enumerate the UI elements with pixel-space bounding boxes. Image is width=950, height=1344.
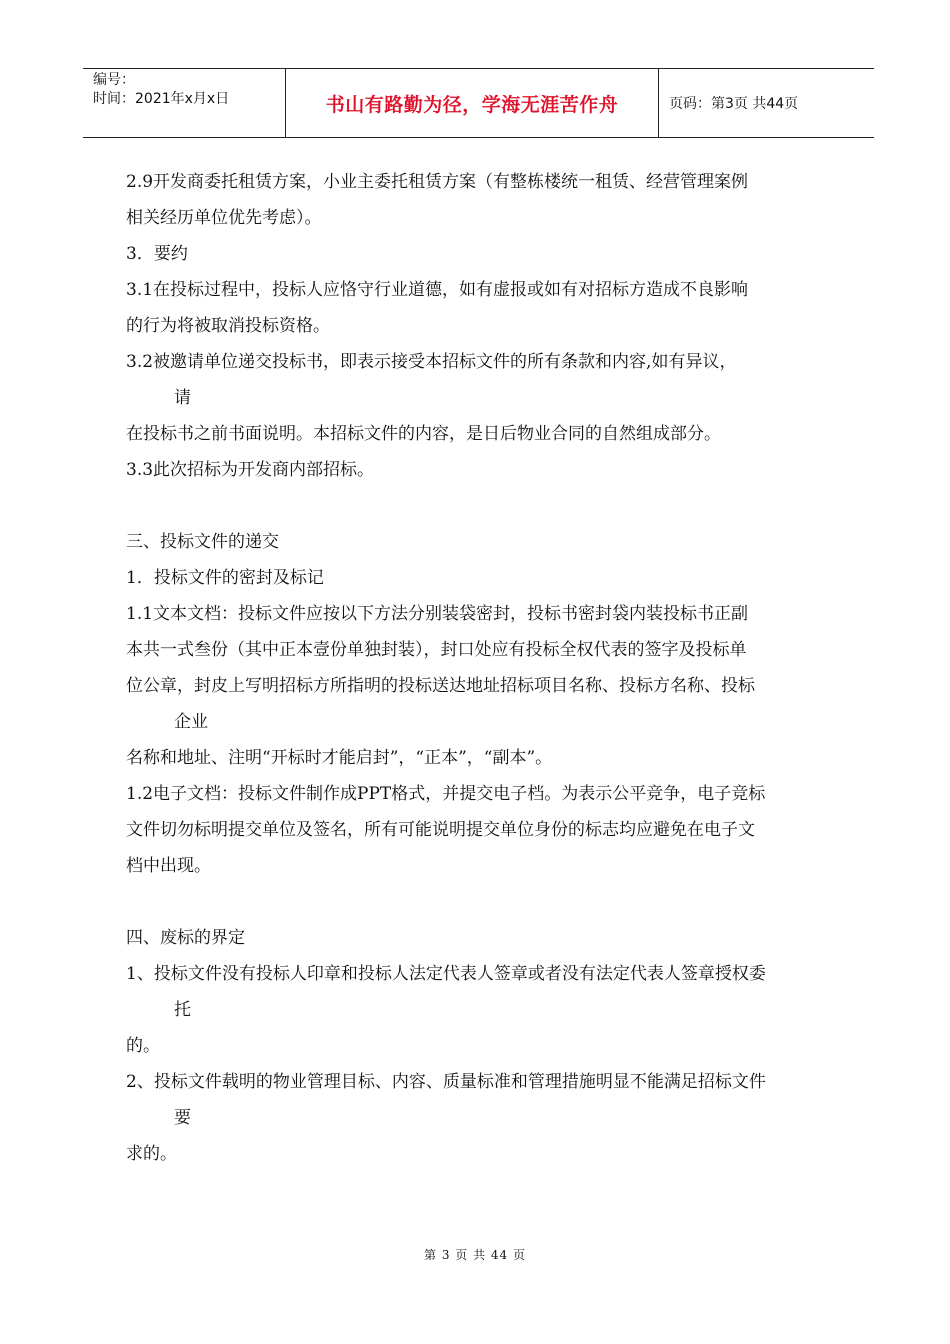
document-number-label: 编号： [93,72,135,88]
header-page-info: 页码：第3页 共44页 [669,96,799,112]
paragraph-line: 位公章，封皮上写明招标方所指明的投标送达地址招标项目名称、投标方名称、投标 [126,676,755,696]
paragraph-line: 本共一式叁份（其中正本壹份单独封装），封口处应有投标全权代表的签字及投标单 [126,640,747,660]
header-motto-cell [285,69,659,137]
header-meta [83,69,285,137]
paragraph-line: 企业 [174,712,208,732]
paragraph-line: 3.2被邀请单位递交投标书，即表示接受本招标文件的所有条款和内容,如有异议， [126,352,737,372]
spacer [126,884,836,920]
paragraph-line: 1.1文本文档：投标文件应按以下方法分别装袋密封，投标书密封袋内装投标书正副 [126,604,749,624]
paragraph-line: 在投标书之前书面说明。本招标文件的内容，是日后物业合同的自然组成部分。 [126,424,721,444]
paragraph-line: 的行为将被取消投标资格。 [126,316,330,336]
paragraph-line: 档中出现。 [126,856,211,876]
paragraph-line: 3.1在投标过程中，投标人应恪守行业道德，如有虚报或如有对招标方造成不良影响 [126,280,749,300]
paragraph-line: 3.3此次招标为开发商内部招标。 [126,460,375,480]
paragraph-line: 文件切勿标明提交单位及签名，所有可能说明提交单位身份的标志均应避免在电子文 [126,820,755,840]
section-heading: 三、投标文件的递交 [126,532,279,552]
paragraph-line: 相关经历单位优先考虑）。 [126,208,322,228]
paragraph-line: 2、投标文件载明的物业管理目标、内容、质量标准和管理措施明显不能满足招标文件 [126,1072,766,1092]
spacer [126,488,836,524]
header-motto: 书山有路勤为径，学海无涯苦作舟 [325,93,619,116]
paragraph-line: 2.9开发商委托租赁方案，小业主委托租赁方案（有整栋楼统一租赁、经营管理案例 [126,172,749,192]
paragraph-line: 1、投标文件没有投标人印章和投标人法定代表人签章或者没有法定代表人签章授权委 [126,964,766,984]
paragraph-line: 名称和地址、注明“开标时才能启封”，“正本”，“副本”。 [126,748,553,768]
paragraph-line: 要 [174,1108,191,1128]
paragraph-line: 1.2电子文档：投标文件制作成PPT格式，并提交电子档。为表示公平竞争，电子竞标 [126,784,766,804]
section-heading: 1．投标文件的密封及标记 [126,568,324,588]
section-heading: 3．要约 [126,244,188,264]
paragraph-line: 求的。 [126,1144,177,1164]
paragraph-line: 请 [174,388,191,408]
document-date: 时间：2021年x月x日 [93,91,230,107]
document-body [126,164,836,1172]
paragraph-line: 的。 [126,1036,160,1056]
section-heading: 四、废标的界定 [126,928,245,948]
document-header [83,68,874,138]
page-footer: 第 3 页 共 44 页 [424,1248,526,1262]
paragraph-line: 托 [174,1000,191,1020]
